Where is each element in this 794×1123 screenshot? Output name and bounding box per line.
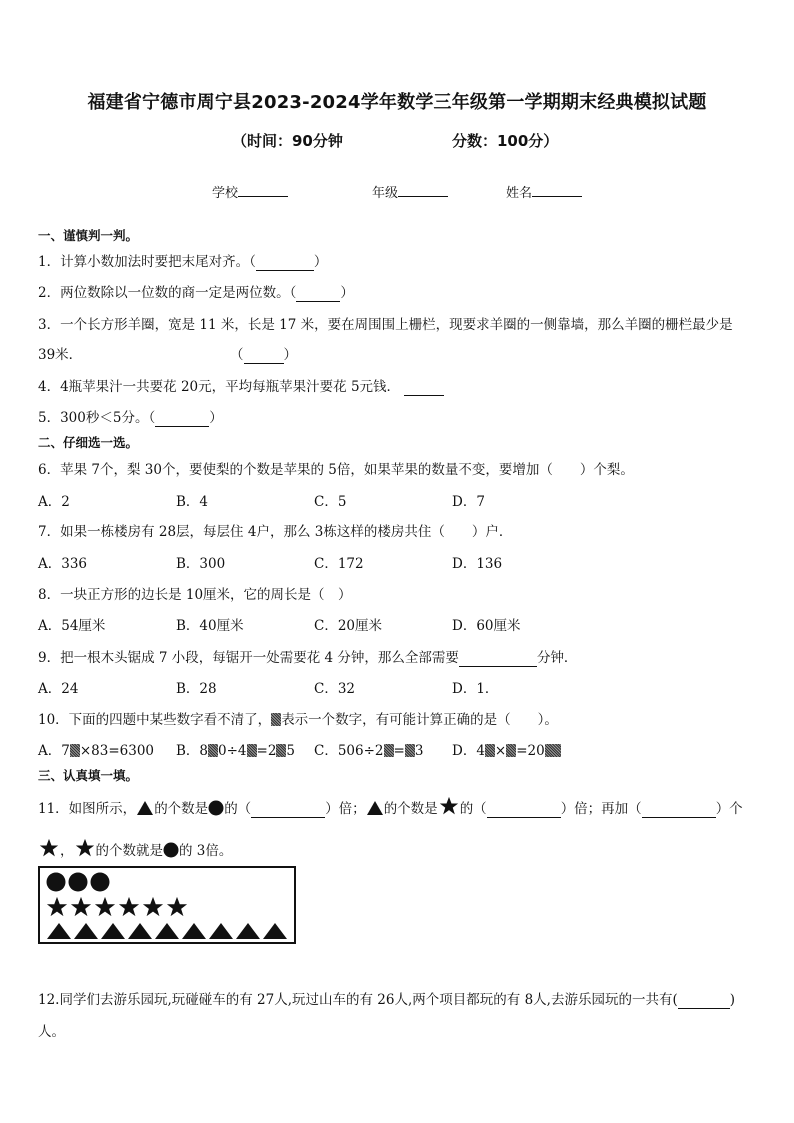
question-4: 4．4瓶苹果汁一共要花 20元，平均每瓶苹果汁要花 5元钱．	[38, 375, 444, 396]
q6-option-d[interactable]: D．7	[452, 494, 485, 510]
section-2-heading: 二、仔细选一选。	[38, 435, 139, 450]
q3-answer: （ ）	[230, 347, 297, 363]
name-label: 姓名	[506, 186, 533, 201]
triangle-icon	[73, 922, 99, 940]
question-8: 8．一块正方形的边长是 10厘米，它的周长是（ ）	[38, 587, 352, 603]
circle-icon	[68, 872, 88, 892]
obscured-digit-icon	[70, 744, 80, 757]
q9-option-a[interactable]: A．24	[38, 681, 79, 697]
triangle-icon	[181, 922, 207, 940]
question-12-line-2: 人。	[38, 1024, 65, 1040]
question-1: 1．计算小数加法时要把末尾对齐。（ ）	[38, 254, 328, 270]
q10-option-a[interactable]: A．7 ×83=6300	[38, 743, 155, 759]
triangle-icon	[127, 922, 153, 940]
time-limit: （时间：90分钟	[232, 132, 343, 150]
q6-option-c[interactable]: C．5	[314, 494, 347, 510]
obscured-digit-icon	[506, 744, 516, 757]
obscured-digit-icon	[247, 744, 257, 757]
q6-option-b[interactable]: B．4	[176, 494, 209, 510]
q7-option-c[interactable]: C．172	[314, 556, 364, 572]
q11-blank-2[interactable]	[487, 801, 561, 818]
q9-option-c[interactable]: C．32	[314, 681, 356, 697]
star-icon	[118, 896, 140, 918]
star-row	[46, 896, 190, 918]
q8-option-b[interactable]: B．40厘米	[176, 618, 244, 634]
grade-blank[interactable]	[398, 183, 448, 197]
circle-icon	[208, 800, 224, 816]
triangle-icon	[366, 800, 384, 816]
total-score: 分数：100分）	[452, 132, 559, 150]
obscured-digit-icon	[276, 744, 286, 757]
triangle-icon	[208, 922, 234, 940]
q6-option-a[interactable]: A．2	[38, 494, 70, 510]
page-title: 福建省宁德市周宁县2023-2024学年数学三年级第一学期期末经典模拟试题	[87, 92, 707, 113]
school-blank[interactable]	[238, 183, 288, 197]
section-3-heading: 三、认真填一填。	[38, 768, 139, 783]
triangle-icon	[262, 922, 288, 940]
q2-blank[interactable]	[296, 285, 340, 302]
circle-icon	[46, 872, 66, 892]
q8-option-d[interactable]: D．60厘米	[452, 618, 521, 634]
triangle-row	[46, 922, 289, 940]
obscured-digit-icon	[405, 744, 415, 757]
obscured-digit-icon	[384, 744, 394, 757]
triangle-icon	[46, 922, 72, 940]
q9-option-b[interactable]: B．28	[176, 681, 217, 697]
name-blank[interactable]	[532, 183, 582, 197]
q5-blank[interactable]	[155, 410, 209, 427]
school-label: 学校	[212, 186, 239, 201]
q9-option-d[interactable]: D．1．	[452, 681, 499, 697]
question-6: 6．苹果 7个，梨 30个，要使梨的个数是苹果的 5倍，如果苹果的数量不变，要增加（ ）个梨。	[38, 462, 634, 478]
q7-option-d[interactable]: D．136	[452, 556, 503, 572]
question-11-line-1: 11．如图所示， 的个数是 的（ ）倍； 的个数是 的（ ）倍；再加（ ）个	[38, 796, 743, 818]
q4-blank[interactable]	[404, 379, 444, 396]
q11-blank-1[interactable]	[251, 801, 325, 818]
obscured-digit-icon	[485, 744, 495, 757]
grade-field	[372, 182, 448, 201]
question-10: 10．下面的四题中某些数字看不清了， 表示一个数字，有可能计算正确的是（ ）。	[38, 712, 558, 728]
obscured-digit-icon	[271, 713, 281, 726]
section-1-heading: 一、谨慎判一判。	[38, 228, 139, 243]
q11-blank-3[interactable]	[642, 801, 716, 818]
q12-blank[interactable]	[678, 992, 730, 1009]
q7-option-b[interactable]: B．300	[176, 556, 226, 572]
circle-icon	[90, 872, 110, 892]
question-5: 5．300秒＜5分。（ ）	[38, 410, 223, 426]
q10-option-d[interactable]: D．4 × =20	[452, 739, 561, 759]
q7-option-a[interactable]: A．336	[38, 556, 88, 572]
q9-blank[interactable]	[459, 650, 537, 667]
q10-option-c[interactable]: C．506÷2 = 3	[314, 743, 424, 759]
name-field	[506, 182, 582, 201]
star-icon	[438, 796, 460, 816]
triangle-icon	[100, 922, 126, 940]
q3-blank[interactable]	[244, 347, 284, 364]
question-12-line-1: 12.同学们去游乐园玩,玩碰碰车的有 27人,玩过山车的有 26人,两个项目都玩的有 8人,去游乐园玩的一共有( )	[38, 992, 736, 1008]
question-2: 2．两位数除以一位数的商一定是两位数。（ ）	[38, 285, 354, 301]
star-icon	[166, 896, 188, 918]
q1-blank[interactable]	[256, 254, 314, 271]
star-icon	[142, 896, 164, 918]
question-11-line-2: ， 的个数就是 的 3倍。	[38, 838, 232, 859]
question-9: 9．把一根木头锯成 7 小段，每锯开一处需要花 4 分钟，那么全部需要 分钟．	[38, 650, 578, 666]
q8-option-a[interactable]: A．54厘米	[38, 618, 106, 634]
circle-row	[46, 872, 112, 892]
school-field	[212, 182, 288, 201]
obscured-digit-icon	[208, 744, 218, 757]
star-icon	[74, 838, 96, 858]
q8-option-c[interactable]: C．20厘米	[314, 618, 383, 634]
obscured-digit-icon	[545, 744, 561, 757]
circle-icon	[163, 842, 179, 858]
triangle-icon	[235, 922, 261, 940]
triangle-icon	[154, 922, 180, 940]
question-3-line-1: 3．一个长方形羊圈，宽是 11 米，长是 17 米，要在周围围上栅栏，现要求羊圈的一侧靠墙，那么羊圈的栅栏最少是	[38, 317, 733, 333]
star-icon	[94, 896, 116, 918]
q10-option-b[interactable]: B．8 0÷4 =2 5	[176, 743, 296, 759]
grade-label: 年级	[372, 186, 399, 201]
question-7: 7．如果一栋楼房有 28层，每层住 4户，那么 3栋这样的楼房共住（ ）户．	[38, 524, 513, 540]
shape-figure	[38, 866, 296, 944]
star-icon	[46, 896, 68, 918]
question-3-line-2: 39米．	[38, 347, 83, 363]
star-icon	[38, 838, 60, 858]
triangle-icon	[136, 800, 154, 816]
star-icon	[70, 896, 92, 918]
